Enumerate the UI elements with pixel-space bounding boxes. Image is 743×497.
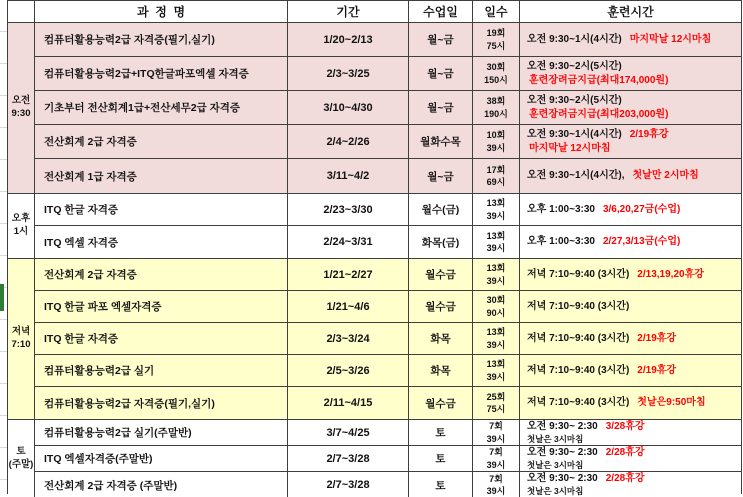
course-name: 전산회계 2급 자격증	[44, 136, 137, 148]
course-name-cell[interactable]	[35, 420, 288, 445]
period-value: 3/10~4/30	[323, 101, 373, 114]
hour-count: 69시	[486, 177, 506, 187]
class-days-cell[interactable]	[409, 446, 473, 471]
schedule-text: 저녁 7:10~9:40 (3시간)	[527, 268, 630, 280]
period-value: 2/5~3/26	[326, 364, 370, 377]
course-name-cell[interactable]	[35, 446, 288, 471]
time-slot-label-line1: 토	[16, 446, 26, 458]
course-name-cell[interactable]	[35, 323, 288, 354]
class-days-value: 토	[435, 453, 446, 465]
course-name-cell[interactable]	[35, 125, 288, 158]
header-cell-days[interactable]: 수업일	[409, 1, 473, 22]
course-name: ITQ 한글 자격증	[44, 333, 119, 345]
training-hours-line	[527, 460, 741, 471]
training-hours-cell[interactable]	[520, 57, 741, 90]
day-count-cell[interactable]	[473, 259, 520, 290]
hour-count: 75시	[486, 404, 506, 414]
time-slot-label-line2: 1시	[13, 226, 29, 237]
hour-count: 39시	[486, 210, 506, 221]
class-days-cell[interactable]	[409, 125, 473, 158]
training-hours-cell[interactable]	[520, 355, 741, 386]
hour-count: 75시	[486, 40, 506, 51]
green-row-marker	[0, 284, 4, 311]
course-name-cell[interactable]	[35, 259, 288, 290]
schedule-note-red: 2/27,3/13금(수업)	[602, 236, 681, 247]
schedule-text: 저녁 7:10~9:40 (3시간)	[527, 332, 630, 344]
session-count: 30회	[486, 295, 506, 306]
period-value: 2/3~3/25	[326, 67, 370, 80]
course-name-cell[interactable]	[35, 226, 288, 258]
class-days-value: 화목	[430, 333, 451, 345]
hour-count: 39시	[486, 275, 506, 286]
class-days-value: 월~금	[427, 68, 454, 80]
day-count-cell[interactable]	[473, 91, 520, 124]
course-row	[35, 91, 741, 125]
header-cell-course[interactable]: 과 정 명	[35, 1, 288, 22]
training-hours-cell[interactable]	[520, 387, 741, 419]
class-days-cell[interactable]	[409, 472, 473, 497]
hour-count: 39시	[486, 243, 506, 253]
training-hours-cell[interactable]	[520, 194, 741, 225]
class-days-cell[interactable]	[409, 91, 473, 124]
schedule-text: 저녁 7:10~9:40 (3시간)	[527, 364, 630, 376]
course-name: 컴퓨터활용능력2급 자격증(필기,실기)	[44, 34, 215, 46]
training-hours-line	[527, 472, 741, 486]
course-name: 기초부터 전산회계1급+전산세무2급 자격증	[44, 102, 241, 114]
session-count: 25회	[486, 391, 506, 402]
schedule-text: 오전 9:30~2시(5시간)	[527, 94, 622, 106]
class-days-value: 월~금	[427, 34, 454, 46]
schedule-note-red: 2/13,19,20휴강	[637, 268, 704, 280]
schedule-note-red: 2/28휴강	[605, 446, 645, 458]
hour-count: 90시	[486, 307, 506, 318]
day-count-cell[interactable]	[473, 446, 520, 471]
session-count: 19회	[486, 28, 506, 39]
course-name-cell[interactable]	[35, 387, 288, 419]
class-days-cell[interactable]	[409, 57, 473, 90]
day-count-cell[interactable]	[473, 194, 520, 225]
training-hours-line	[527, 60, 741, 74]
class-days-cell[interactable]	[409, 355, 473, 386]
schedule-text: 첫날은 3시마침	[527, 459, 584, 470]
class-days-value: 화목	[430, 365, 451, 377]
course-name: 컴퓨터활용능력2급 실기	[44, 365, 155, 377]
period-cell[interactable]	[288, 226, 409, 258]
period-value: 2/11~4/15	[323, 397, 373, 409]
schedule-text: 오후 1:00~3:30	[527, 203, 595, 215]
training-hours-line	[527, 486, 741, 497]
period-cell[interactable]	[288, 291, 409, 322]
training-hours-line	[527, 169, 741, 183]
class-days-value: 월수금	[425, 397, 456, 410]
time-slot-cell[interactable]	[8, 420, 35, 497]
training-hours-cell[interactable]	[520, 159, 741, 193]
course-row	[35, 472, 741, 497]
period-value: 1/20~2/13	[323, 33, 373, 46]
hour-count: 39시	[486, 486, 506, 496]
course-row	[35, 420, 741, 446]
period-cell[interactable]	[288, 420, 409, 445]
period-value: 2/23~3/30	[323, 203, 373, 216]
period-value: 2/4~2/26	[326, 135, 370, 148]
time-slot-cell[interactable]	[8, 259, 35, 419]
period-value: 3/11~4/2	[326, 170, 370, 182]
class-days-cell[interactable]	[409, 23, 473, 56]
class-days-cell[interactable]	[409, 387, 473, 419]
schedule-section	[8, 23, 741, 194]
course-name: 전산회계 1급 자격증	[44, 170, 137, 183]
course-name-cell[interactable]	[35, 291, 288, 322]
class-days-value: 월수금	[425, 301, 456, 313]
schedule-text: 오전 9:30~ 2:30	[527, 473, 598, 485]
course-name: 전산회계 2급 자격증	[44, 269, 137, 281]
table-header-row	[8, 1, 741, 23]
training-hours-cell[interactable]	[520, 259, 741, 290]
period-cell[interactable]	[288, 125, 409, 158]
course-table-body	[8, 23, 741, 497]
course-row	[35, 23, 741, 57]
schedule-section	[8, 259, 741, 420]
header-cell-hours[interactable]: 훈련시간	[607, 5, 654, 19]
course-name-cell[interactable]	[35, 194, 288, 225]
course-name: ITQ 한글 자격증	[44, 204, 119, 216]
class-days-value: 화목(금)	[421, 236, 460, 249]
training-hours-line	[527, 74, 741, 88]
course-name-cell[interactable]	[35, 57, 288, 90]
session-count: 17회	[486, 164, 506, 175]
time-slot-label-line2: (주말)	[8, 459, 34, 470]
schedule-note-red: 2/28휴강	[605, 473, 645, 485]
schedule-note-red: 3/28휴강	[605, 420, 645, 432]
class-days-value: 월화수목	[420, 136, 461, 148]
period-value: 3/7~4/25	[326, 426, 370, 439]
training-hours-cell[interactable]	[520, 420, 741, 445]
period-cell[interactable]	[288, 159, 409, 193]
schedule-note-red: 2/19휴강	[637, 332, 677, 344]
training-hours-line	[527, 434, 741, 445]
training-hours-cell[interactable]	[520, 23, 741, 56]
day-count-cell[interactable]	[473, 125, 520, 158]
period-cell[interactable]	[288, 387, 409, 419]
class-days-cell[interactable]	[409, 159, 473, 193]
session-count: 10회	[486, 130, 506, 141]
training-hours-cell[interactable]	[520, 472, 741, 497]
schedule-note-red: 3/6,20,27금(수업)	[602, 203, 681, 215]
course-name-cell[interactable]	[35, 23, 288, 56]
class-days-value: 월수금	[425, 269, 456, 281]
hour-count: 39시	[486, 339, 506, 350]
class-days-value: 토	[435, 479, 446, 492]
course-row	[35, 446, 741, 472]
session-count: 7회	[489, 473, 503, 484]
period-cell[interactable]	[288, 91, 409, 124]
day-count-cell[interactable]	[473, 57, 520, 90]
course-row	[35, 387, 741, 419]
schedule-text: 첫날은 3시마침	[527, 486, 584, 497]
schedule-text: 저녁 7:10~9:40 (3시간)	[527, 300, 630, 312]
course-name: 컴퓨터활용능력2급 자격증(필기,실기)	[44, 397, 215, 410]
training-hours-line	[527, 108, 741, 122]
day-count-cell[interactable]	[473, 387, 520, 419]
schedule-note-red: 훈련장려금지급(최대174,000원)	[529, 74, 669, 86]
course-row	[35, 57, 741, 91]
period-cell[interactable]	[288, 323, 409, 354]
period-cell[interactable]	[288, 259, 409, 290]
course-row	[35, 125, 741, 159]
schedule-note-red: 2/19휴강	[629, 128, 669, 140]
session-count: 38회	[486, 96, 506, 107]
schedule-section	[8, 420, 741, 497]
schedule-text: 오전 9:30~ 2:30	[527, 420, 598, 432]
time-slot-cell[interactable]	[8, 194, 35, 258]
period-value: 2/7~3/28	[326, 452, 370, 465]
schedule-note-red: 첫날은9:50마침	[637, 397, 706, 408]
session-count: 13회	[486, 198, 506, 209]
class-days-cell[interactable]	[409, 259, 473, 290]
time-slot-label-line2: 9:30	[11, 108, 31, 119]
day-count-cell[interactable]	[473, 291, 520, 322]
period-value: 2/3~3/24	[326, 332, 370, 345]
course-row	[35, 159, 741, 193]
training-hours-line	[527, 364, 741, 378]
day-count-cell[interactable]	[473, 226, 520, 258]
class-days-cell[interactable]	[409, 323, 473, 354]
period-cell[interactable]	[288, 355, 409, 386]
training-hours-cell[interactable]	[520, 91, 741, 124]
training-hours-line	[527, 94, 741, 108]
hour-count: 39시	[486, 433, 506, 444]
class-days-value: 월수(금)	[421, 204, 460, 216]
time-slot-label-line1: 오전	[11, 95, 31, 107]
day-count-cell[interactable]	[473, 472, 520, 497]
class-days-cell[interactable]	[409, 291, 473, 322]
period-value: 2/24~3/31	[323, 236, 373, 248]
session-count: 13회	[486, 230, 506, 241]
day-count-cell[interactable]	[473, 355, 520, 386]
training-hours-line	[527, 33, 741, 47]
course-name-cell[interactable]	[35, 159, 288, 193]
day-count-cell[interactable]	[473, 23, 520, 56]
schedule-text: 첫날은 3시마침	[527, 433, 584, 444]
course-name-cell[interactable]	[35, 91, 288, 124]
training-hours-cell[interactable]	[520, 291, 741, 322]
session-count: 7회	[489, 447, 503, 458]
training-hours-line	[527, 235, 741, 249]
hour-count: 39시	[486, 459, 506, 470]
class-days-cell[interactable]	[409, 420, 473, 445]
training-hours-line	[527, 142, 741, 156]
course-name: ITQ 엑셀 자격증	[44, 236, 119, 249]
course-name: 컴퓨터활용능력2급 실기(주말반)	[44, 427, 192, 439]
session-count: 13회	[486, 359, 506, 370]
time-slot-cell[interactable]	[8, 23, 35, 193]
schedule-note-red: 마지막날 12시마침	[629, 33, 712, 45]
class-days-value: 월~금	[427, 170, 454, 183]
training-hours-line	[527, 332, 741, 346]
period-cell[interactable]	[288, 446, 409, 471]
spreadsheet-left-gutter	[0, 0, 7, 497]
training-hours-line	[527, 300, 741, 314]
course-row	[35, 259, 741, 291]
training-hours-cell[interactable]	[520, 125, 741, 158]
session-count: 13회	[486, 263, 506, 274]
training-hours-line	[527, 396, 741, 410]
class-days-value: 토	[435, 427, 446, 439]
schedule-section	[8, 194, 741, 259]
period-value: 1/21~4/6	[326, 300, 370, 313]
training-hours-line	[527, 203, 741, 217]
schedule-note-red: 2/19휴강	[637, 364, 677, 376]
schedule-text: 오후 1:00~3:30	[527, 236, 595, 247]
header-cell-empty[interactable]	[8, 1, 35, 22]
schedule-note-red: 훈련장려금지급(최대203,000원)	[529, 108, 669, 120]
schedule-text: 오전 9:30~1시(4시간)	[527, 128, 622, 140]
class-days-cell[interactable]	[409, 226, 473, 258]
schedule-text: 오전 9:30~1시(4시간),	[527, 170, 625, 181]
training-hours-cell[interactable]	[520, 323, 741, 354]
course-name-cell[interactable]	[35, 472, 288, 497]
day-count-cell[interactable]	[473, 159, 520, 193]
hour-count: 150시	[484, 74, 508, 85]
course-schedule-table	[7, 0, 742, 497]
period-cell[interactable]	[288, 472, 409, 497]
schedule-note-red: 마지막날 12시마침	[529, 142, 611, 154]
schedule-text: 오전 9:30~2시(5시간)	[527, 60, 622, 72]
session-count: 7회	[489, 421, 503, 432]
period-cell[interactable]	[288, 23, 409, 56]
period-value: 2/7~3/28	[326, 479, 370, 491]
session-count: 13회	[486, 327, 506, 338]
course-row	[35, 194, 741, 226]
period-value: 1/21~2/27	[323, 268, 373, 281]
course-row	[35, 291, 741, 323]
schedule-text: 저녁 7:10~9:40 (3시간)	[527, 397, 630, 408]
hour-count: 190시	[484, 108, 508, 119]
hour-count: 39시	[486, 142, 506, 153]
class-days-value: 월~금	[427, 102, 454, 114]
course-name: 전산회계 2급 자격증 (주말반)	[44, 479, 178, 492]
schedule-text: 오전 9:30~ 2:30	[527, 446, 598, 458]
schedule-note-red: 첫날만 2시마침	[632, 170, 699, 181]
period-cell[interactable]	[288, 194, 409, 225]
course-name: 컴퓨터활용능력2급+ITQ한글파포엑셀 자격증	[44, 68, 249, 80]
training-hours-line	[527, 268, 741, 282]
time-slot-label-line1: 오후	[11, 213, 31, 225]
day-count-cell[interactable]	[473, 420, 520, 445]
time-slot-label-line2: 7:10	[11, 339, 31, 350]
header-cell-period[interactable]: 기간	[288, 1, 409, 22]
course-row	[35, 355, 741, 387]
course-name: ITQ 엑셀자격증(주말반)	[44, 453, 153, 465]
training-hours-line	[527, 420, 741, 434]
header-cell-count[interactable]: 일수	[473, 1, 520, 22]
training-hours-line	[527, 446, 741, 460]
time-slot-label-line1: 저녁	[11, 326, 31, 338]
course-name: ITQ 한글 파포 엑셀자격증	[44, 301, 162, 313]
course-name-cell[interactable]	[35, 355, 288, 386]
schedule-text: 오전 9:30~1시(4시간)	[527, 33, 622, 45]
hour-count: 39시	[486, 371, 506, 382]
course-row	[35, 226, 741, 258]
day-count-cell[interactable]	[473, 323, 520, 354]
training-hours-cell[interactable]	[520, 226, 741, 258]
session-count: 30회	[486, 62, 506, 73]
period-cell[interactable]	[288, 57, 409, 90]
training-hours-line	[527, 128, 741, 142]
training-hours-cell[interactable]	[520, 446, 741, 471]
class-days-cell[interactable]	[409, 194, 473, 225]
course-row	[35, 323, 741, 355]
